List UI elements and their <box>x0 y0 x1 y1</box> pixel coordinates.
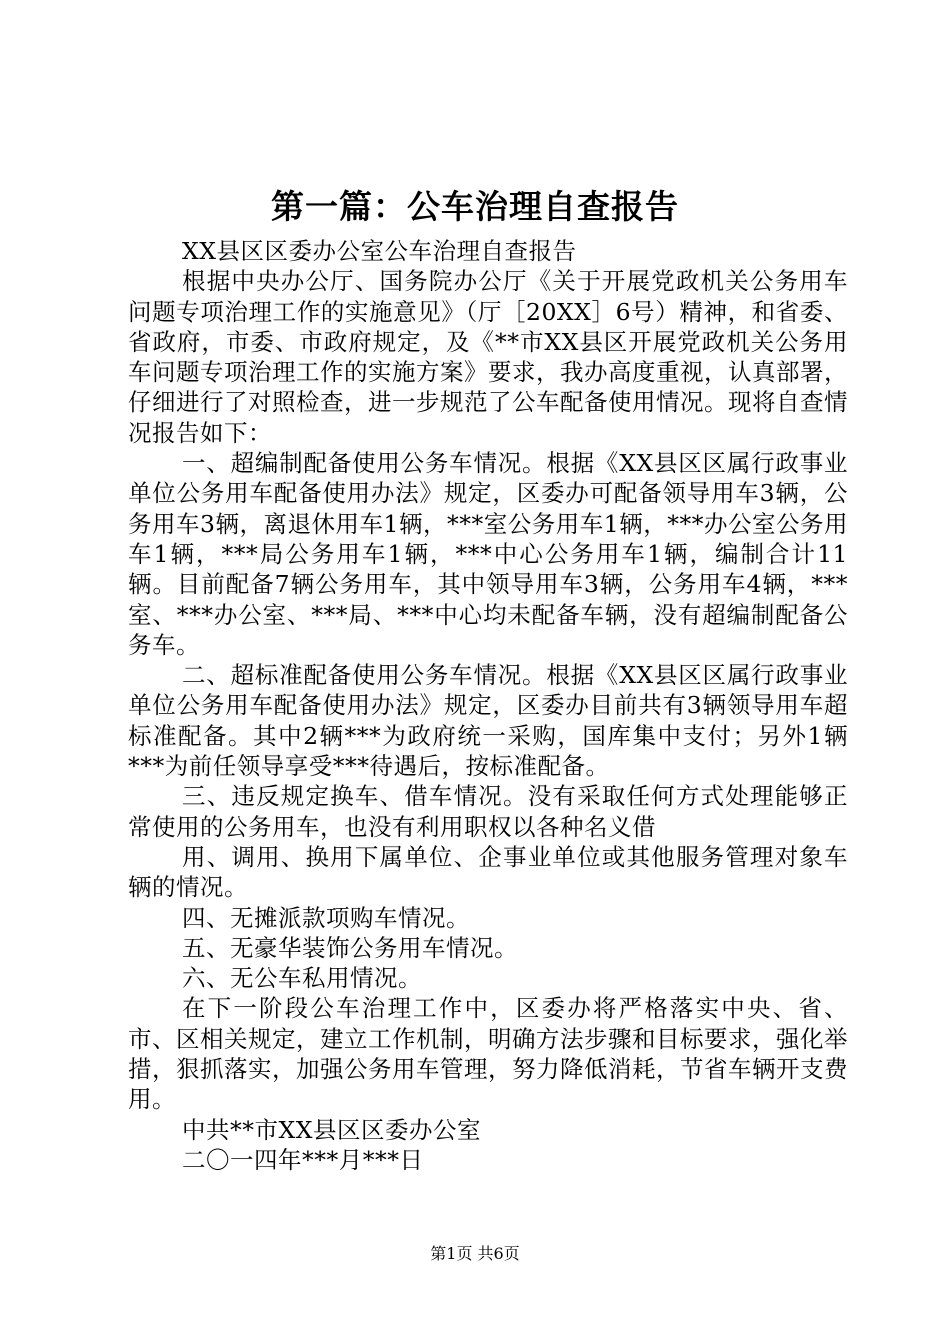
report-heading: XX县区区委办公室公车治理自查报告 <box>182 237 577 265</box>
page-number-footer: 第1页 共6页 <box>430 1244 520 1263</box>
section-four-paragraph: 四、无摊派款项购车情况。 <box>182 903 470 932</box>
document-body <box>128 236 848 1175</box>
section-one-paragraph: 一、超编制配备使用公务车情况。根据《XX县区区属行政事业单位公务用车配备使用办法》规定，区委办可配备领导用车3辆，公务用车3辆，离退休用车1辆，***室公务用车1辆，***办公室公务用车1辆，***局公务用车1辆，***中心公务用车1辆，编制合计11辆。目前配备7辆公务用车，其中领导用车3辆，公务用车4辆，***室、***办公室、***局、***中心均未配备车辆，没有超编制配备公务车。 <box>128 449 848 659</box>
section-five-paragraph: 五、无豪华装饰公务用车情况。 <box>182 933 518 962</box>
section-six-paragraph: 六、无公车私用情况。 <box>182 964 422 993</box>
signature-date: 二〇一四年***月***日 <box>182 1145 424 1174</box>
section-three-paragraph: 三、违反规定换车、借车情况。没有采取任何方式处理能够正常使用的公务用车，也没有利用职权以各种名义借 <box>128 782 848 841</box>
section-two-paragraph: 二、超标准配备使用公务车情况。根据《XX县区区属行政事业单位公务用车配备使用办法》规定，区委办目前共有3辆领导用车超标准配备。其中2辆***为政府统一采购，国库集中支付；另外1辆***为前任领导享受***待遇后，按标准配备。 <box>128 661 848 781</box>
page-title: 第一篇：公车治理自查报告 <box>271 187 679 226</box>
conclusion-paragraph: 在下一阶段公车治理工作中，区委办将严格落实中央、省、市、区相关规定，建立工作机制，明确方法步骤和目标要求，强化举措，狠抓落实，加强公务用车管理，努力降低消耗，节省车辆开支费用。 <box>128 994 848 1114</box>
signature-organization: 中共**市XX县区区委办公室 <box>182 1115 481 1144</box>
intro-paragraph: 根据中央办公厅、国务院办公厅《关于开展党政机关公务用车问题专项治理工作的实施意见》（厅［20XX］6号）精神，和省委、省政府，市委、市政府规定，及《**市XX县区开展党政机关公务用车问题专项治理工作的实施方案》要求，我办高度重视，认真部署，仔细进行了对照检查，进一步规范了公车配备使用情况。现将自查情况报告如下： <box>128 267 848 447</box>
section-three-continuation: 用、调用、换用下属单位、企事业单位或其他服务管理对象车辆的情况。 <box>128 842 848 902</box>
